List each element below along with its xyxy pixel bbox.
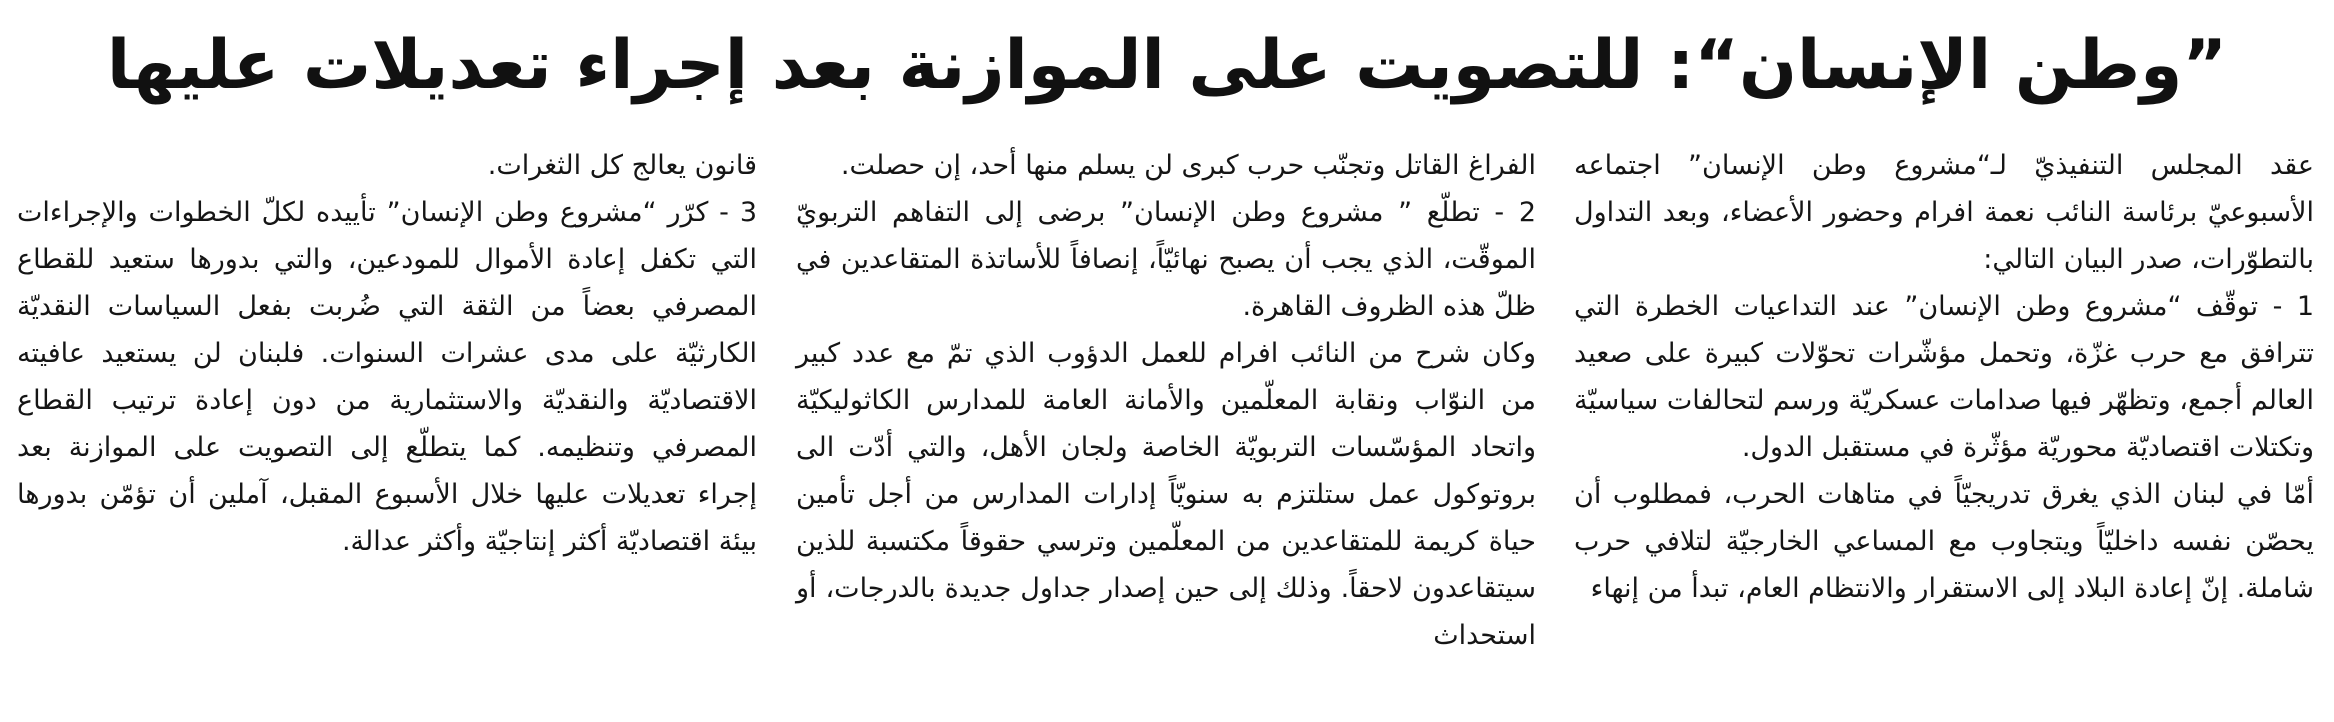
paragraph: وكان شرح من النائب افرام للعمل الدؤوب الذي تمّ مع عدد كبير من النوّاب ونقابة المعلّمين والأمانة العامة للمدارس الكاثوليكيّة واتحاد المؤسّسات التربويّة الخاصة ولجان الأهل، والتي أدّت الى بروتوكول عمل ستلتزم به سنويّاً إدارات المدارس من أجل تأمين حياة كريمة للمتقاعدين من المعلّمين وترسي حقوقاً مكتسبة للذين سيتقاعدون لاحقاً. وذلك إلى حين إصدار جداول جديدة بالدرجات، أو استحداث xyxy=(796,338,1536,651)
paragraph: 1 - توقّف “مشروع وطن الإنسان” عند التداعيات الخطرة التي تترافق مع حرب غزّة، وتحمل مؤشّرات تحوّلات كبيرة على صعيد العالم أجمع، وتظهّر فيها صدامات عسكريّة ورسم لتحالفات سياسيّة وتكتلات اقتصاديّة محوريّة مؤثّرة في مستقبل الدول. xyxy=(1574,291,2314,463)
paragraph: الفراغ القاتل وتجنّب حرب كبرى لن يسلم منها أحد، إن حصلت. xyxy=(840,150,1536,181)
paragraph: 2 - تطلّع ” مشروع وطن الإنسان” برضى إلى التفاهم التربويّ الموقّت، الذي يجب أن يصبح نهائيّاً، إنصافاً للأساتذة المتقاعدين في ظلّ هذه الظروف القاهرة. xyxy=(796,197,1536,322)
article-headline: ”وطن الإنسان“: للتصويت على الموازنة بعد إجراء تعديلات عليها xyxy=(106,26,2228,105)
article-body xyxy=(0,142,2334,651)
article-column-2 xyxy=(796,142,1536,651)
paragraph: 3 - كرّر “مشروع وطن الإنسان” تأييده لكلّ الخطوات والإجراءات التي تكفل إعادة الأموال للمودعين، والتي بدورها ستعيد للقطاع المصرفي بعضاً من الثقة التي ضُربت بفعل السياسات النقديّة الكارثيّة على مدى عشرات السنوات. فلبنان لن يستعيد عافيته الاقتصاديّة والنقديّة والاستثمارية من دون إعادة ترتيب القطاع المصرفي وتنظيمه. كما يتطلّع إلى التصويت على الموازنة بعد إجراء تعديلات عليها خلال الأسبوع المقبل، آملين أن تؤمّن بدورها بيئة اقتصاديّة أكثر إنتاجيّة وأكثر عدالة. xyxy=(17,197,757,557)
article-column-3 xyxy=(17,142,757,642)
paragraph: عقد المجلس التنفيذيّ لـ“مشروع وطن الإنسان” اجتماعه الأسبوعيّ برئاسة النائب نعمة افرام وحضور الأعضاء، وبعد التداول بالتطوّرات، صدر البيان التالي: xyxy=(1574,150,2314,275)
paragraph: أمّا في لبنان الذي يغرق تدريجيّاً في متاهات الحرب، فمطلوب أن يحصّن نفسه داخليّاً ويتجاوب مع المساعي الخارجيّة لتلافي حرب شاملة. إنّ إعادة البلاد إلى الاستقرار والانتظام العام، تبدأ من إنهاء xyxy=(1574,479,2314,604)
article-column-1 xyxy=(1574,142,2314,642)
paragraph: قانون يعالج كل الثغرات. xyxy=(487,150,757,181)
